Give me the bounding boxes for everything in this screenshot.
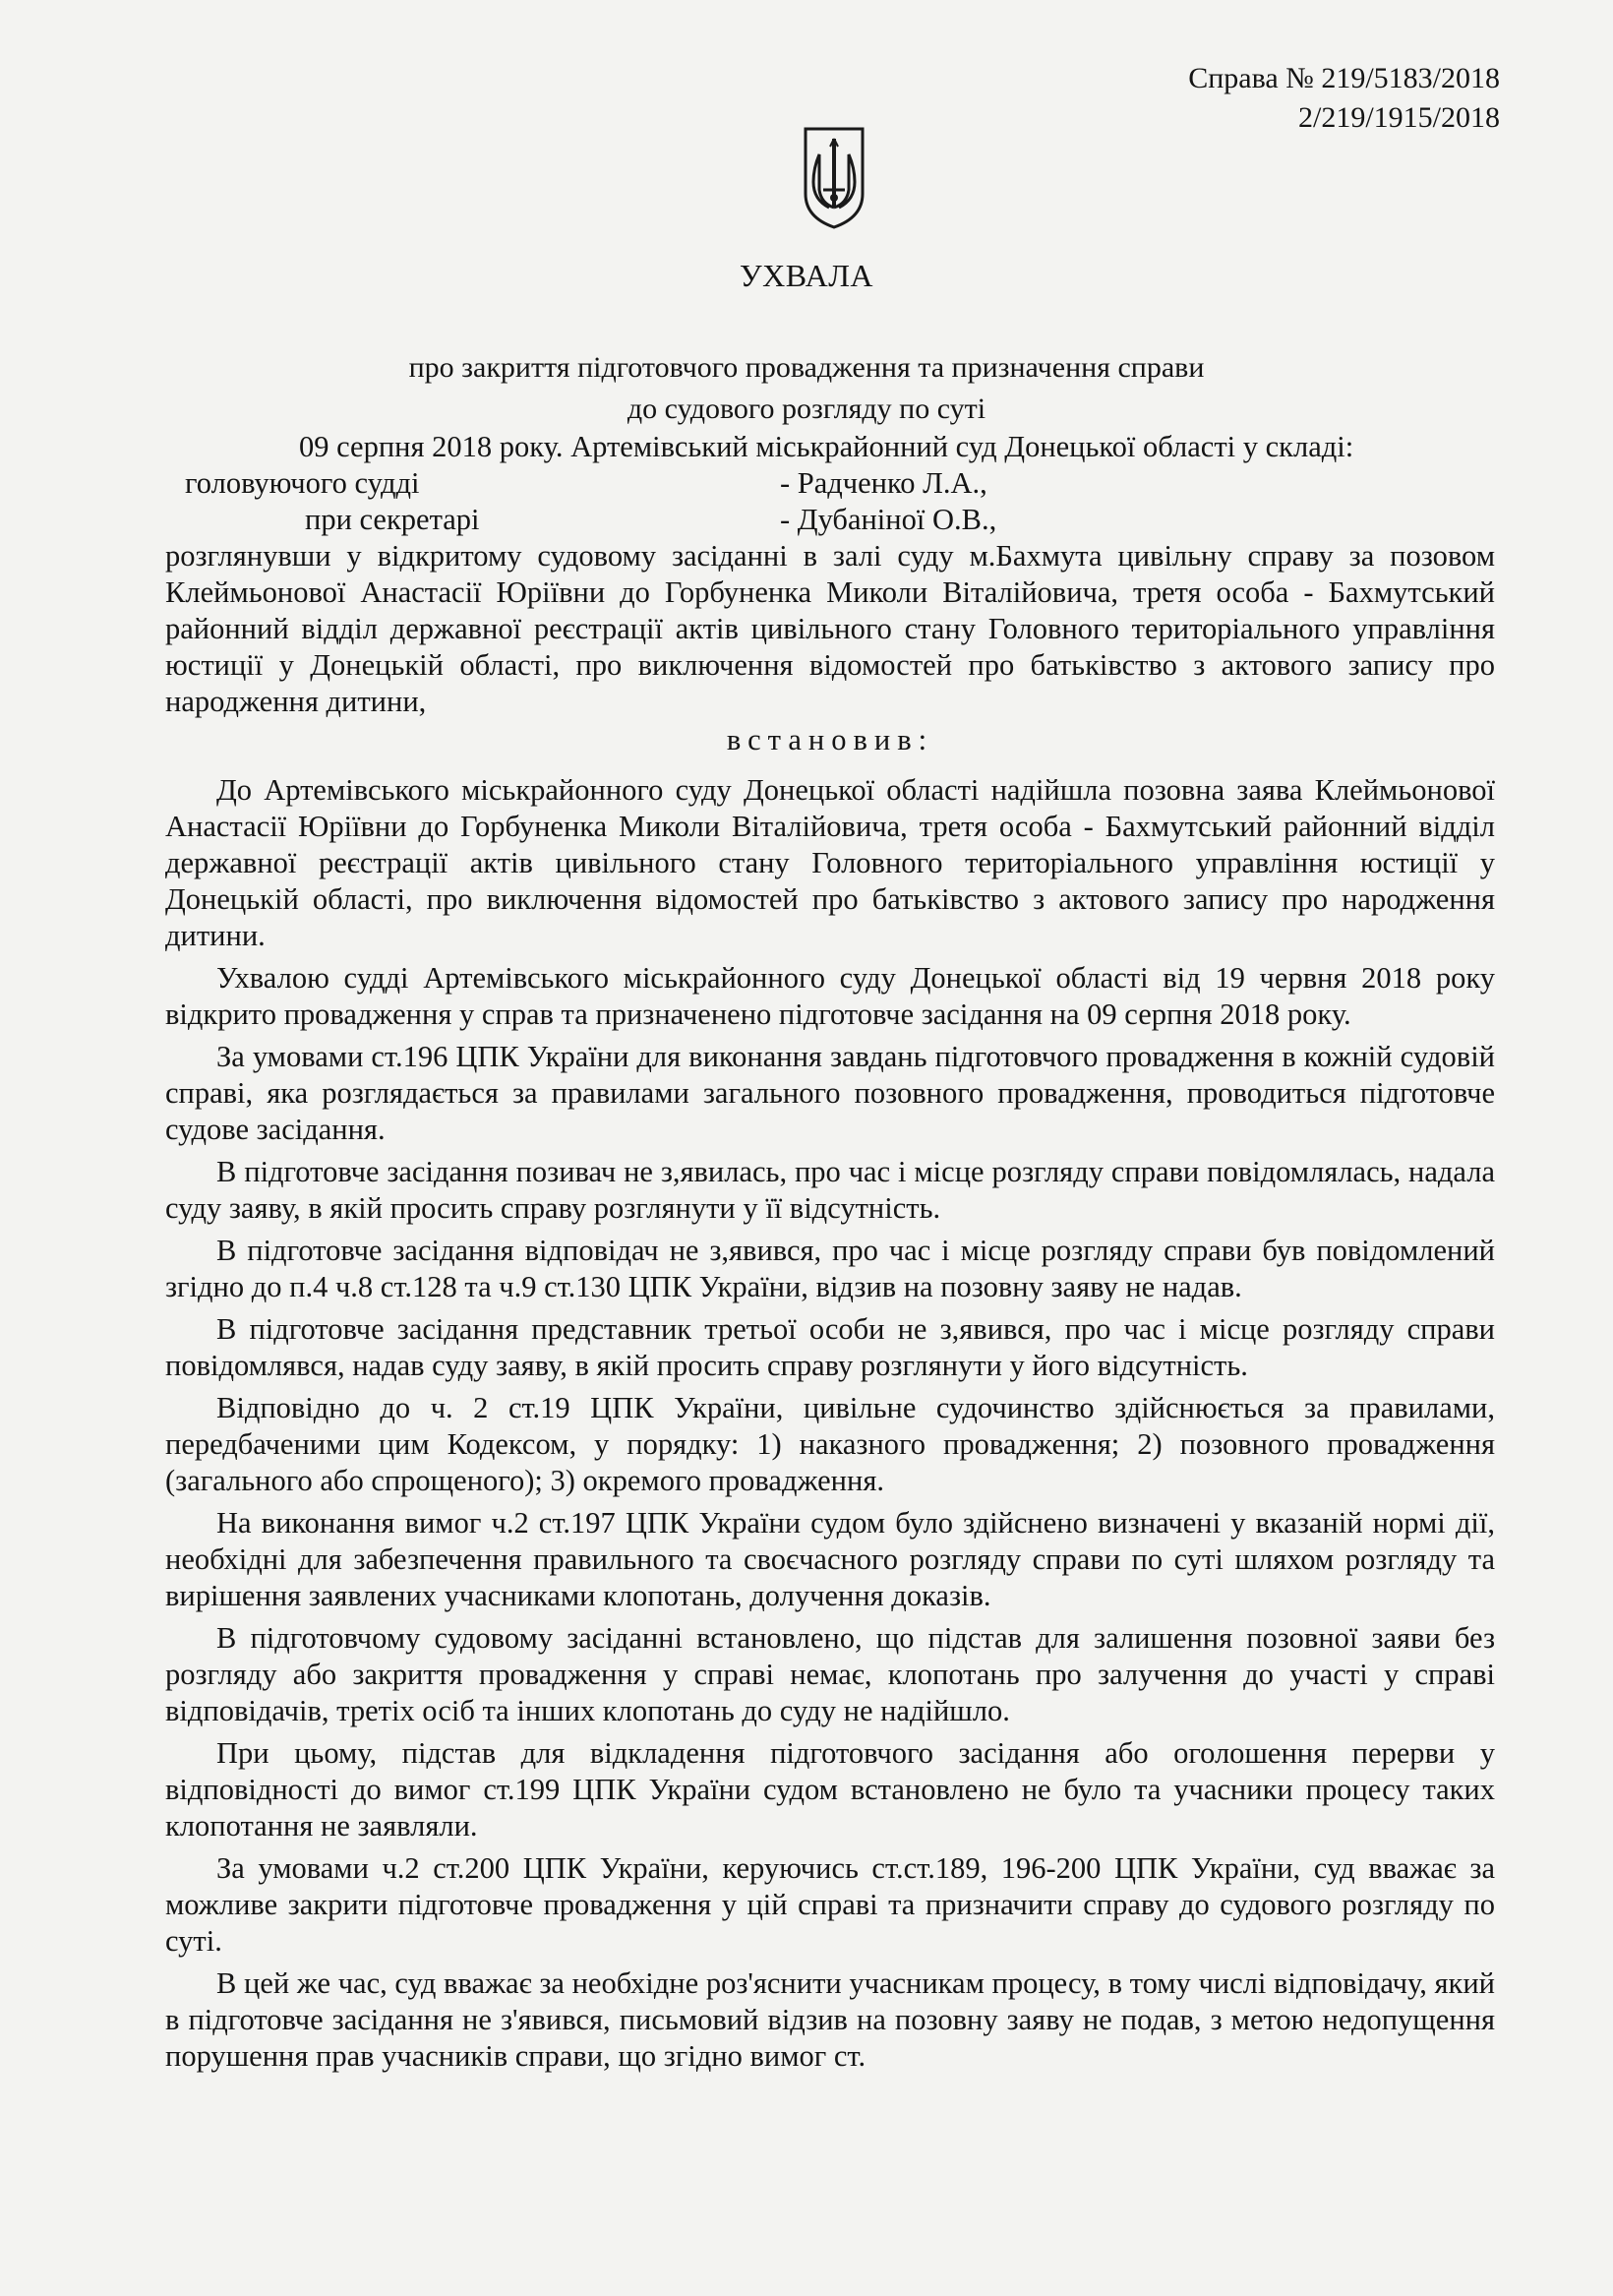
paragraph-5: В підготовче засідання відповідач не з,явився, про час і місце розгляду справи був повідомлений згідно до п.4 ч.8 ст.128 та ч.9 ст.130 ЦПК України, відзив на позовну заяву не надав. — [165, 1234, 1495, 1303]
case-number-block — [1188, 59, 1500, 138]
paragraph-11: За умовами ч.2 ст.200 ЦПК України, керуючись ст.ст.189, 196-200 ЦПК України, суд вважає за можливе закрити підготовче провадження у цій справі та призначити справу до судового розгляду по суті. — [165, 1851, 1495, 1958]
case-number-line-1: Справа № 219/5183/2018 — [1188, 62, 1500, 94]
paragraph-1: До Артемівського міськрайонного суду Донецької області надійшла позовна заява Клеймьонової Анастасії Юріївни до Горбуненка Миколи Віталійовича, третя особа - Бахмутський районний відділ державної реєстрації актів цивільного стану Головного територіального управління юстиції у Донецькій області, про виключення відомостей про батьківство з актового запису про народження дитини. — [165, 773, 1495, 952]
secretary-label: при секретарі — [305, 503, 480, 536]
paragraph-3: За умовами ст.196 ЦПК України для виконання завдань підготовчого провадження в кожній судовій справі, яка розглядається за правилами загального позовного провадження, проводиться підготовче судове засідання. — [165, 1040, 1495, 1146]
paragraph-9: В підготовчому судовому засіданні встановлено, що підстав для залишення позовної заяви без розгляду або закриття провадження у справі немає, клопотань про залучення до участі у справі відповідачів, третіх осіб та інших клопотань до суду не надійшло. — [165, 1621, 1495, 1727]
subtitle-line-1: про закриття підготовчого провадження та призначення справи — [408, 351, 1205, 384]
secretary-row — [165, 502, 1495, 538]
intro-paragraph: розглянувши у відкритому судовому засіданні в залі суду м.Бахмута цивільну справу за позовом Клеймьонової Анастасії Юріївни до Горбуненка Миколи Віталійовича, третя особа - Бахмутський районний відділ державної реєстрації актів цивільного стану Головного територіального управління юстиції у Донецькій області, про виключення відомостей про батьківство з актового запису про народження дитини, — [165, 539, 1495, 718]
secretary-value: - Дубаніної О.В., — [780, 503, 997, 536]
subtitle-line-2: до судового розгляду по суті — [627, 393, 986, 425]
document-title: УХВАЛА — [739, 258, 873, 293]
document-subtitle — [0, 347, 1613, 430]
document-body — [165, 429, 1495, 2081]
intro-date-line: 09 серпня 2018 року. Артемівський міськрайонний суд Донецької області у складі: — [299, 430, 1354, 463]
paragraph-10: При цьому, підстав для відкладення підготовчого засідання або оголошення перерви у відповідності до вимог ст.199 ЦПК України судом встановлено не було та учасники процесу таких клопотання не заявляли. — [165, 1736, 1495, 1843]
presiding-judge-label: головуючого судді — [185, 466, 420, 500]
established-heading: встановив: — [726, 723, 934, 756]
paragraph-4: В підготовче засідання позивач не з,явилась, про час і місце розгляду справи повідомлялась, надала суду заяву, в якій просить справу розглянути у її відсутність. — [165, 1155, 1495, 1225]
case-number-line-2: 2/219/1915/2018 — [1297, 101, 1500, 134]
paragraph-7: Відповідно до ч. 2 ст.19 ЦПК України, цивільне судочинство здійснюється за правилами, передбаченими цим Кодексом, у порядку: 1) наказного провадження; 2) позовного провадження (загального або спрощеного); 3) окремого провадження. — [165, 1391, 1495, 1497]
presiding-judge-row — [165, 465, 1495, 502]
paragraph-8: На виконання вимог ч.2 ст.197 ЦПК України судом було здійснено визначені у вказаній нормі дії, необхідні для забезпечення правильного та своєчасного розгляду справи по суті шляхом розгляду та вирішення заявлених учасниками клопотань, долучення доказів. — [165, 1506, 1495, 1612]
paragraph-2: Ухвалою судді Артемівського міськрайонного суду Донецької області від 19 червня 2018 року відкрито провадження у справ та призначенено підготовче засідання на 09 серпня 2018 року. — [165, 961, 1495, 1031]
paragraph-6: В підготовче засідання представник третьої особи не з,явився, про час і місце розгляду справи повідомлявся, надав суду заяву, в якій просить справу розглянути у його відсутність. — [165, 1312, 1495, 1382]
paragraph-12: В цей же час, суд вважає за необхідне роз'яснити учасникам процесу, в тому числі відповідачу, який в підготовче засідання не з'явився, письмовий відзив на позовну заяву не подав, з метою недопущення порушення прав учасників справи, що згідно вимог ст. — [165, 1966, 1495, 2073]
presiding-judge-value: - Радченко Л.А., — [780, 466, 987, 500]
trident-coat-of-arms-icon — [800, 125, 868, 231]
